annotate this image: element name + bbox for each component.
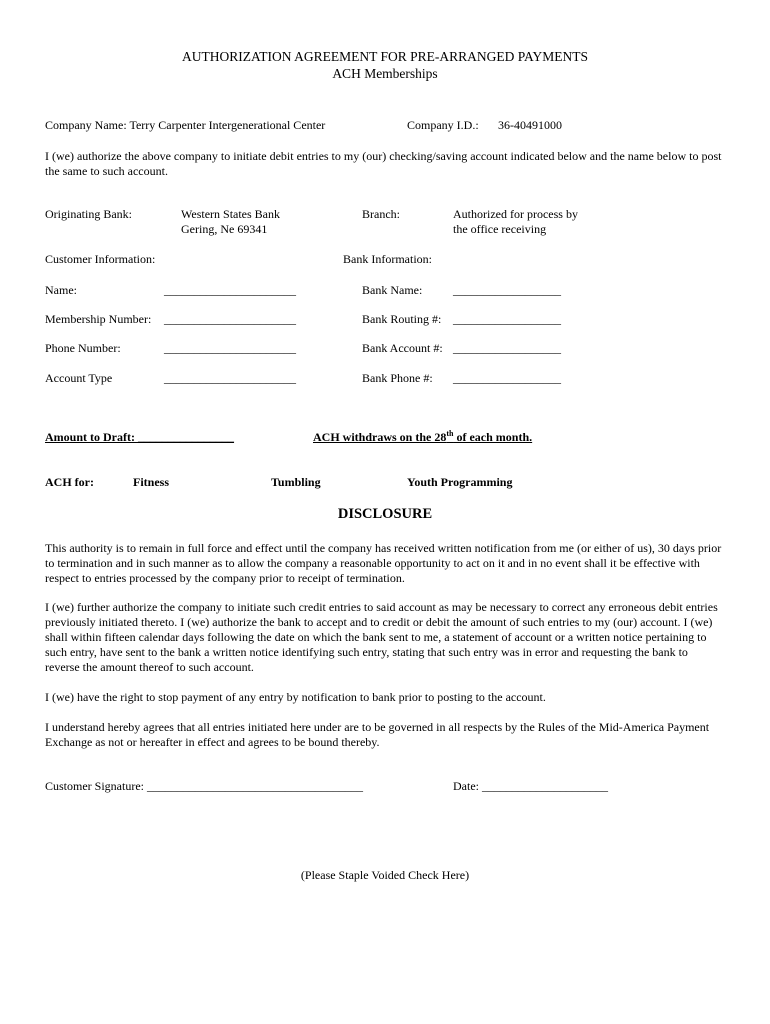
- company-id-label: Company I.D.:: [407, 118, 479, 132]
- originating-bank-name: Western States Bank: [181, 207, 281, 221]
- ach-option-tumbling[interactable]: Tumbling: [271, 475, 321, 489]
- disclosure-paragraph-4: I understand hereby agrees that all entries initiated here under are to be governed in all respects by the Rules of the Mid-America Payment Exchange as not or hereafter in effect and agrees to be bound thereby.: [45, 720, 710, 749]
- bank-name-field[interactable]: __________________: [453, 283, 561, 297]
- name-field[interactable]: ______________________: [164, 283, 296, 297]
- account-type-label: Account Type: [45, 371, 113, 385]
- originating-bank-label: Originating Bank:: [45, 207, 132, 221]
- account-type-field[interactable]: ______________________: [164, 371, 296, 385]
- ach-withdraw-note: [313, 430, 532, 445]
- amount-to-draft-row: [45, 430, 234, 445]
- signature-row: [45, 779, 363, 794]
- disclosure-paragraph-2: I (we) further authorize the company to initiate such credit entries to said account as may be necessary to correct any erroneous debit entries previously initiated thereto. I (we) authorize the bank to accept and to credit or debit the amount of such entries to my (our) account. I (we) shall within fifteen calendar days following the date on which the bank sent to me, a statement of account or a written notice pertaining to such entry, have sent to the bank a written notice identifying such entry, stating that such entry was in error and requesting the bank to reverse the amount thereof to such account.: [45, 600, 718, 674]
- name-label: Name:: [45, 283, 77, 297]
- phone-number-field[interactable]: ______________________: [164, 341, 296, 355]
- branch-text-1: Authorized for process by: [453, 207, 578, 221]
- date-label: Date:: [453, 779, 482, 793]
- withdraw-superscript: th: [446, 429, 454, 438]
- bank-phone-field[interactable]: __________________: [453, 371, 561, 385]
- disclosure-paragraph-3: I (we) have the right to stop payment of any entry by notification to bank prior to posting to the account.: [45, 690, 546, 704]
- branch-label: Branch:: [362, 207, 400, 221]
- withdraw-prefix: ACH withdraws on the 28: [313, 430, 447, 444]
- customer-signature-label: Customer Signature:: [45, 779, 147, 793]
- bank-account-field[interactable]: __________________: [453, 341, 561, 355]
- ach-option-youth-programming[interactable]: Youth Programming: [407, 475, 513, 489]
- bank-account-label: Bank Account #:: [362, 341, 443, 355]
- disclosure-paragraph-1: This authority is to remain in full force and effect until the company has received written notification from me (or either of us), 30 days prior to termination and in such manner as to allow the company a reasonable opportunity to act on it and in no event shall it be effective with respect to entries processed by the company prior to receipt of termination.: [45, 541, 722, 585]
- withdraw-suffix: of each month.: [453, 430, 533, 444]
- bank-phone-label: Bank Phone #:: [362, 371, 433, 385]
- phone-number-label: Phone Number:: [45, 341, 121, 355]
- date-field[interactable]: _____________________: [482, 779, 608, 793]
- staple-check-note: (Please Staple Voided Check Here): [300, 868, 470, 882]
- originating-bank-address: Gering, Ne 69341: [181, 222, 268, 236]
- bank-routing-field[interactable]: __________________: [453, 312, 561, 326]
- bank-routing-label: Bank Routing #:: [362, 312, 442, 326]
- customer-info-heading: Customer Information:: [45, 252, 156, 266]
- membership-number-field[interactable]: ______________________: [164, 312, 296, 326]
- page-title: AUTHORIZATION AGREEMENT FOR PRE-ARRANGED PAYMENTS: [181, 49, 589, 64]
- disclosure-heading: DISCLOSURE: [337, 506, 433, 522]
- company-name-label: Company Name:: [45, 118, 127, 132]
- bank-name-label: Bank Name:: [362, 283, 423, 297]
- amount-to-draft-field[interactable]: ________________: [137, 430, 234, 444]
- ach-option-fitness[interactable]: Fitness: [133, 475, 169, 489]
- membership-number-label: Membership Number:: [45, 312, 152, 326]
- company-id-value: 36-40491000: [498, 118, 562, 132]
- customer-signature-field[interactable]: ____________________________________: [147, 779, 363, 793]
- ach-for-label: ACH for:: [45, 475, 94, 489]
- date-row: [453, 779, 608, 794]
- amount-to-draft-label: Amount to Draft:: [45, 430, 138, 444]
- page-subtitle: ACH Memberships: [332, 66, 438, 81]
- authorization-text: I (we) authorize the above company to initiate debit entries to my (our) checking/saving account indicated below and the name below to post the same to such account.: [45, 149, 722, 178]
- branch-text-2: the office receiving: [453, 222, 547, 236]
- company-name-row: [45, 118, 325, 133]
- company-name-value: Terry Carpenter Intergenerational Center: [129, 118, 326, 132]
- bank-info-heading: Bank Information:: [343, 252, 432, 266]
